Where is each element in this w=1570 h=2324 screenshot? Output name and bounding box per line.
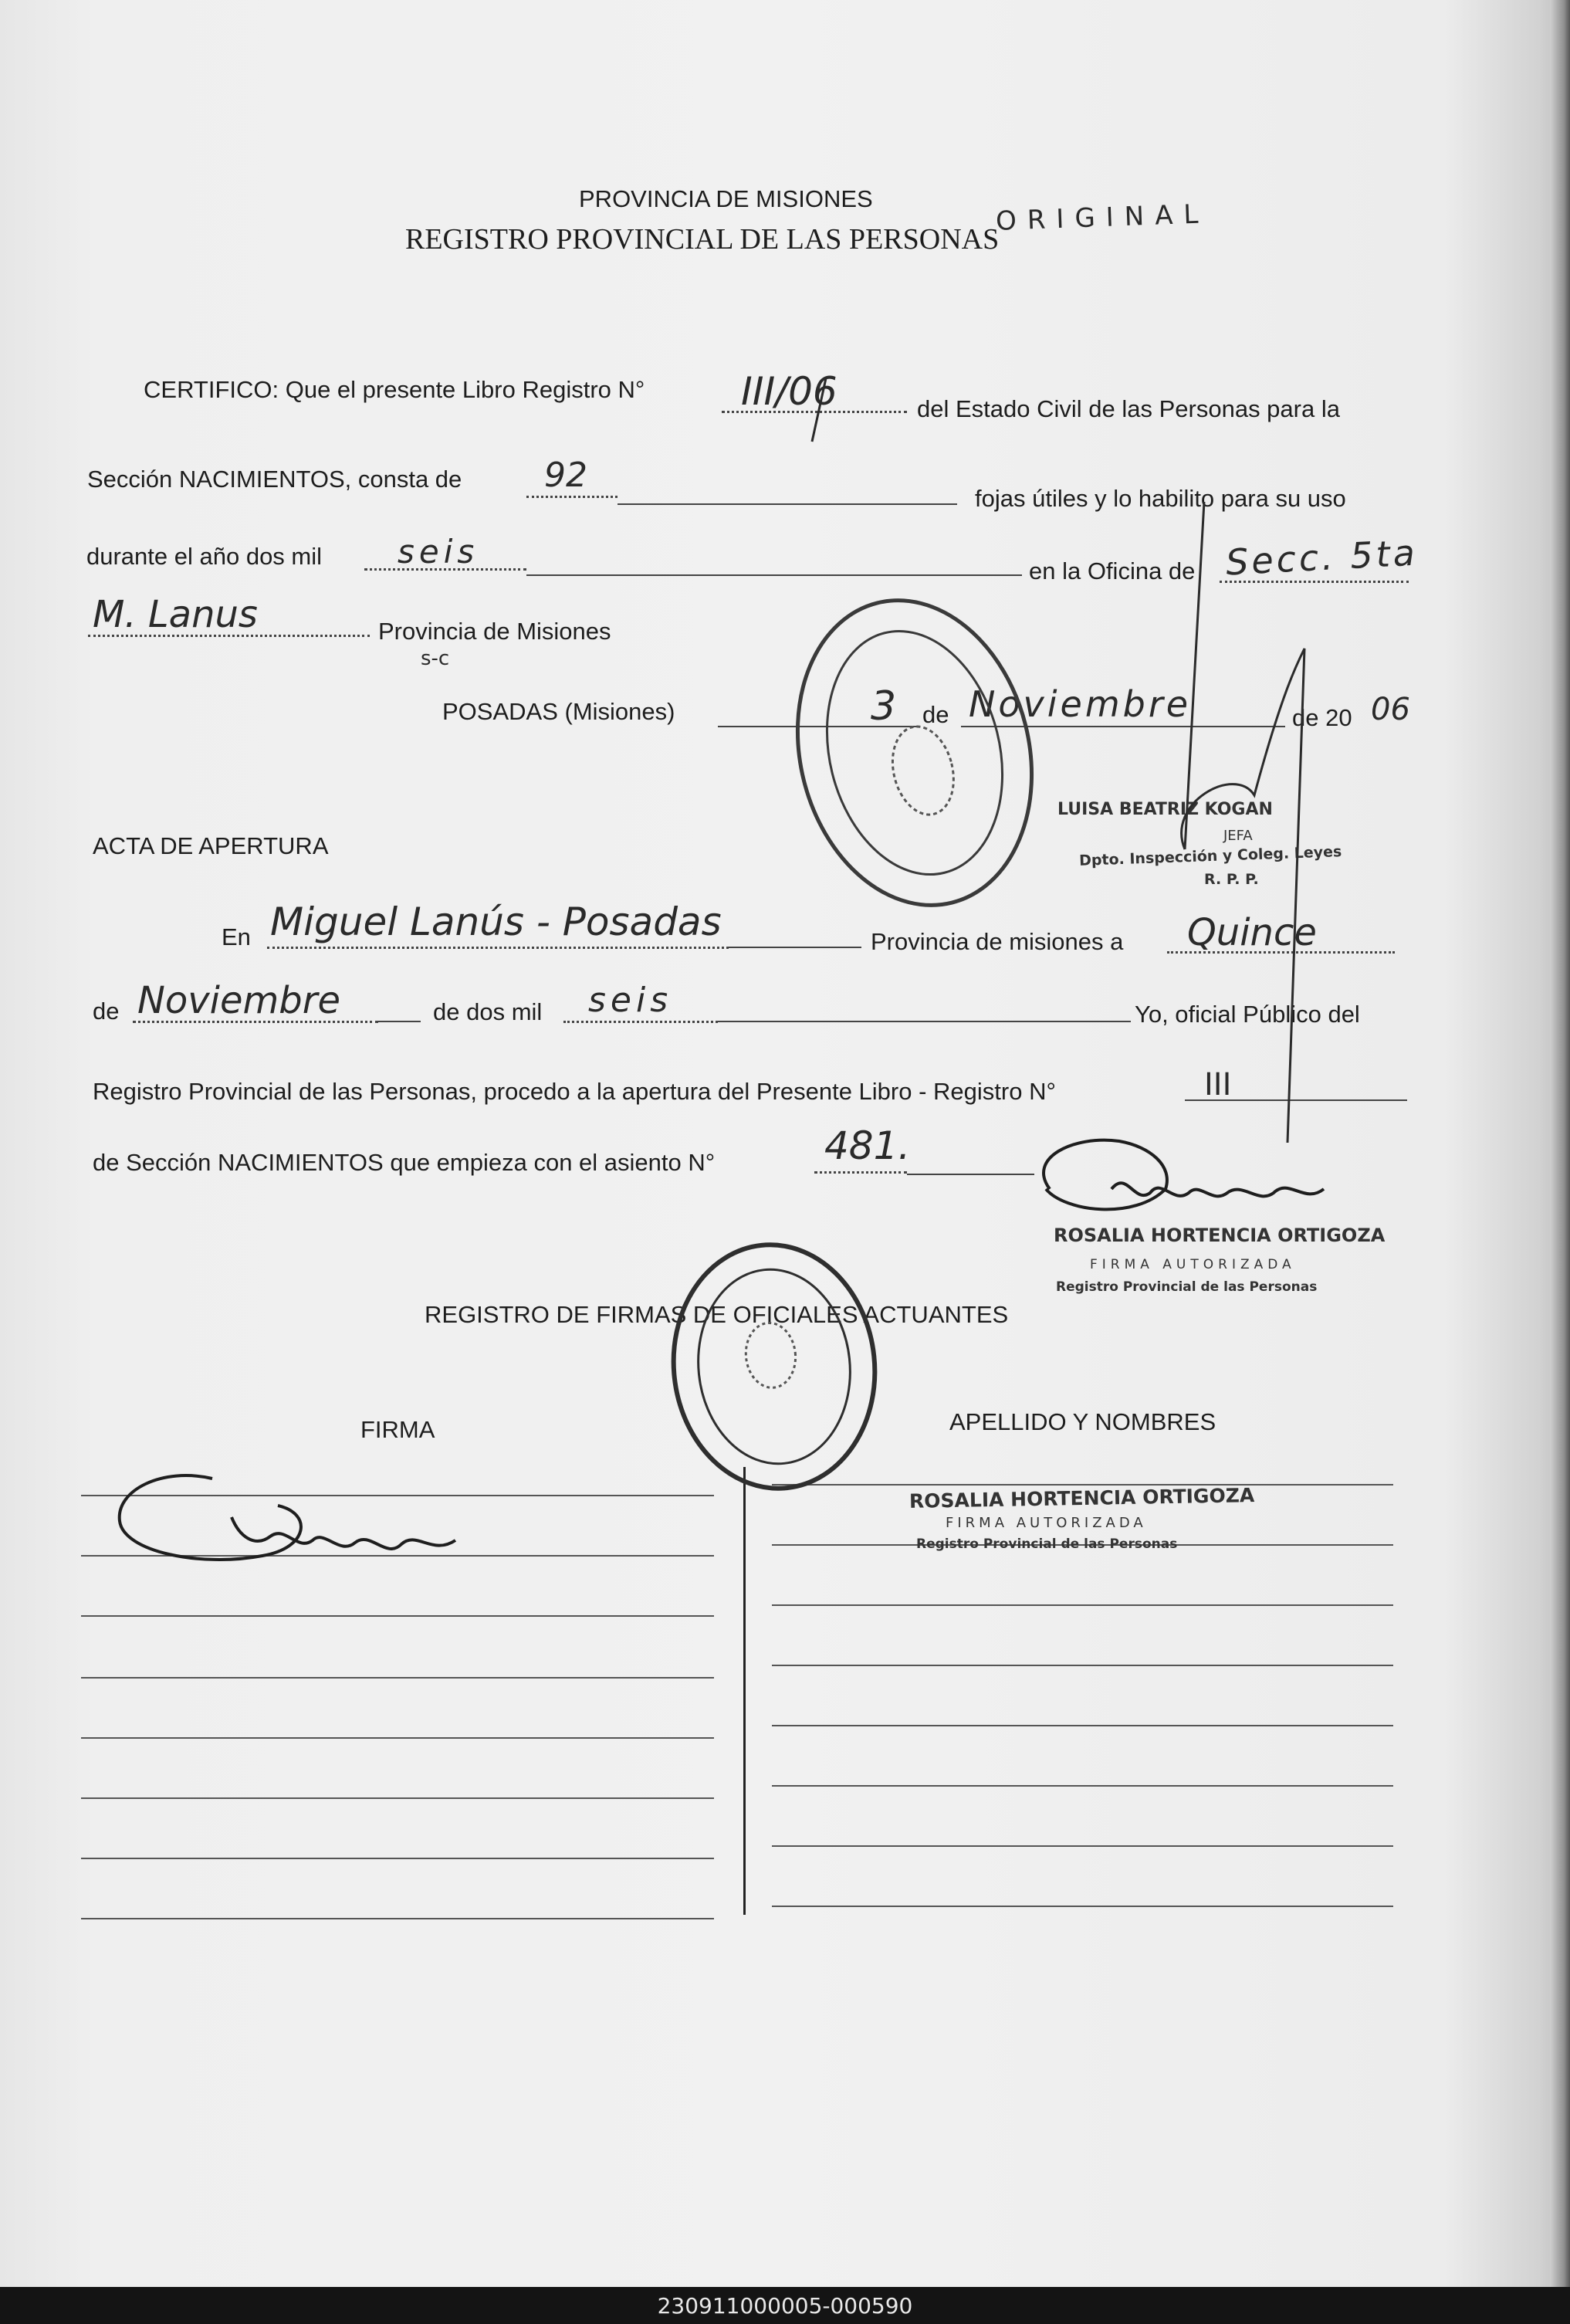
office-cont-handwritten: M. Lanus xyxy=(93,593,258,636)
folios-handwritten: 92 xyxy=(544,456,587,495)
signature-stamp-org: Registro Provincial de las Personas xyxy=(1056,1279,1318,1295)
stamp-unit: R. P. P. xyxy=(1204,871,1259,888)
cert-line3-suffix: en la Oficina de xyxy=(1029,557,1196,584)
year-word-handwritten: seis xyxy=(398,533,479,571)
book-number-slash xyxy=(812,378,826,442)
page-edge-shadow xyxy=(1550,0,1570,2287)
scan-identifier: 230911000005-000590 xyxy=(657,2293,913,2319)
firma-column-signature xyxy=(120,1475,455,1560)
stamp-title: JEFA xyxy=(1223,828,1253,844)
apertura-prov-label: Provincia de misiones a xyxy=(871,928,1124,955)
apertura-de-label: de xyxy=(93,998,120,1025)
header-province: PROVINCIA DE MISIONES xyxy=(579,185,873,212)
apertura-yo-label: Yo, oficial Público del xyxy=(1135,1001,1360,1028)
firmas-col-right: APELLIDO Y NOMBRES xyxy=(949,1408,1216,1435)
delegation-seal xyxy=(661,1235,887,1498)
signature-stamp-role: FIRMA AUTORIZADA xyxy=(1090,1257,1296,1272)
year-prefix: de 20 xyxy=(1292,704,1352,731)
apertura-heading: ACTA DE APERTURA xyxy=(93,832,329,859)
place-prefix: POSADAS (Misiones) xyxy=(442,698,675,725)
apertura-day-handwritten: Quince xyxy=(1187,911,1317,954)
signature-stamp-name: ROSALIA HORTENCIA ORTIGOZA xyxy=(1054,1225,1386,1246)
registry-seal xyxy=(766,575,1063,930)
small-handwritten-note: s-c xyxy=(421,647,450,670)
original-handwritten-mark: ORIGINAL xyxy=(995,198,1210,237)
header-registry: REGISTRO PROVINCIAL DE LAS PERSONAS xyxy=(405,223,1000,256)
cert-line3-prefix: durante el año dos mil xyxy=(86,543,323,570)
month-handwritten: Noviembre xyxy=(969,683,1192,725)
scan-footer-bar xyxy=(0,2287,1570,2324)
apertura-year-handwritten: seis xyxy=(588,981,673,1020)
apertura-place-handwritten: Miguel Lanús - Posadas xyxy=(270,899,722,944)
firmas-entry-name: ROSALIA HORTENCIA ORTIGOZA xyxy=(909,1484,1255,1513)
official-signature xyxy=(1044,1140,1324,1210)
firmas-entry-org: Registro Provincial de las Personas xyxy=(916,1536,1178,1552)
book-number-handwritten: III/06 xyxy=(741,369,837,414)
de-label: de xyxy=(922,701,949,728)
apertura-registro-handwritten: III xyxy=(1204,1067,1232,1103)
stamp-dept: Dpto. Inspección y Coleg. Leyes xyxy=(1078,843,1342,869)
cert-line1-suffix: del Estado Civil de las Personas para la xyxy=(917,395,1340,422)
apertura-line3: Registro Provincial de las Personas, procedo a la apertura del Presente Libro - Registro N° xyxy=(93,1078,1056,1105)
firmas-entry-role: FIRMA AUTORIZADA xyxy=(946,1515,1147,1531)
firmas-heading: REGISTRO DE FIRMAS DE OFICIALES ACTUANTES xyxy=(425,1301,1009,1328)
cert-line4-suffix: Provincia de Misiones xyxy=(378,618,611,645)
day-handwritten: 3 xyxy=(871,683,897,730)
cert-line1-prefix: CERTIFICO: Que el presente Libro Registro N° xyxy=(144,376,645,403)
cert-line2-suffix: fojas útiles y lo habilito para su uso xyxy=(975,485,1346,512)
stamp-name: LUISA BEATRIZ KOGAN xyxy=(1057,800,1273,819)
top-signature-stroke xyxy=(1182,502,1304,1143)
apertura-line4-prefix: de Sección NACIMIENTOS que empieza con el asiento N° xyxy=(93,1149,716,1176)
apertura-dosmil-label: de dos mil xyxy=(433,998,543,1025)
cert-line2-prefix: Sección NACIMIENTOS, consta de xyxy=(87,466,462,493)
year-digits-handwritten: 06 xyxy=(1371,692,1410,727)
apertura-en-label: En xyxy=(222,923,251,950)
office-handwritten: Secc. 5ta xyxy=(1224,531,1419,584)
firmas-col-left: FIRMA xyxy=(360,1416,435,1443)
apertura-month-handwritten: Noviembre xyxy=(137,979,341,1022)
apertura-asiento-handwritten: 481. xyxy=(824,1123,911,1168)
